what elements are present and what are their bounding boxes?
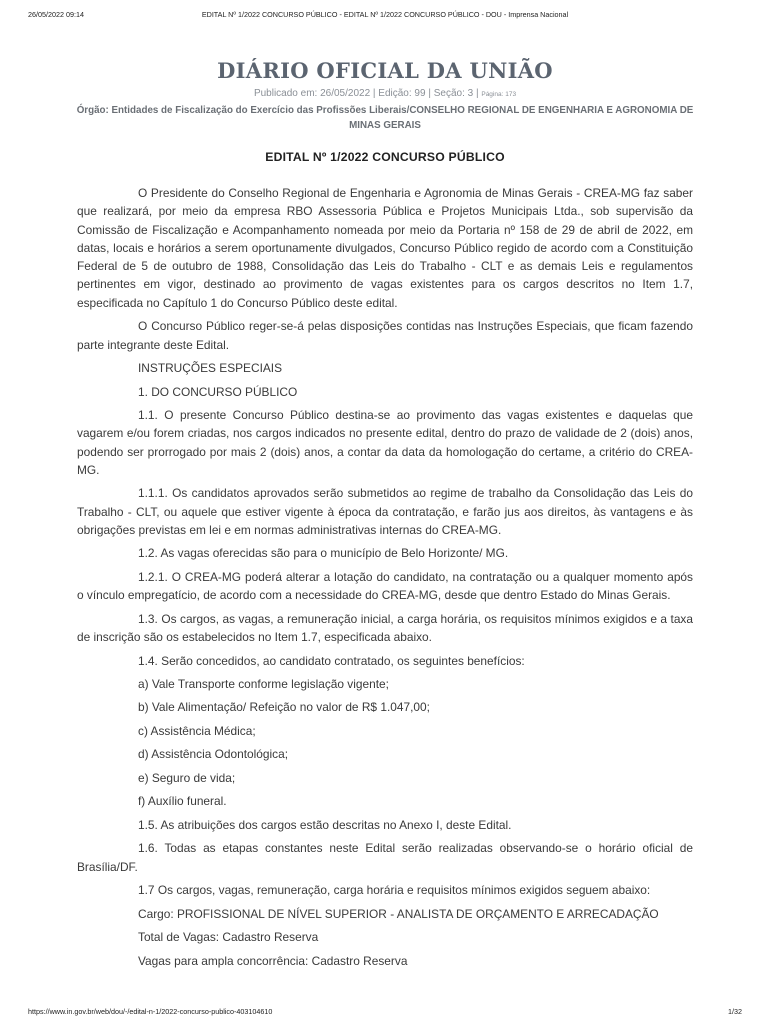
benefit-item: a) Vale Transporte conforme legislação vigente; [138, 677, 389, 691]
page-url: https://www.in.gov.br/web/dou/-/edital-n-1/2022-concurso-publico-403104610 [28, 1007, 273, 1016]
paragraph: 1.6. Todas as etapas constantes neste Edital serão realizadas observando-se o horário oficial de Brasília/DF. [77, 841, 693, 874]
edital-title: EDITAL Nº 1/2022 CONCURSO PÚBLICO [265, 150, 505, 164]
published-date: Publicado em: 26/05/2022 [253, 88, 371, 99]
masthead [0, 58, 770, 133]
newspaper-title: DIÁRIO OFICIAL DA UNIÃO [217, 58, 553, 83]
paragraph: 1.7 Os cargos, vagas, remuneração, carga horária e requisitos mínimos exigidos seguem abaixo: [138, 883, 651, 898]
benefit-item: f) Auxílio funeral. [138, 794, 227, 809]
publication-info [0, 88, 770, 99]
benefit-item: b) Vale Alimentação/ Refeição no valor de R$ 1.047,00; [138, 700, 430, 715]
paragraph: 1.1. O presente Concurso Público destina-se ao provimento das vagas existentes e daquelas que vagarem e/ou forem criadas, nos cargos indicados no presente edital, dentro do prazo de validade de 2 (dois) anos, podendo ser prorrogado por mais 2 (dois) anos, a contar da data da homologação do certame, a critério do CREA-MG. [77, 408, 693, 477]
section-heading: 1. DO CONCURSO PÚBLICO [138, 384, 298, 399]
paragraph: 1.2. As vagas oferecidas são para o município de Belo Horizonte/ MG. [138, 546, 509, 561]
open-vacancies: Vagas para ampla concorrência: Cadastro Reserva [138, 953, 408, 968]
print-doc-title: EDITAL Nº 1/2022 CONCURSO PÚBLICO - EDITAL Nº 1/2022 CONCURSO PÚBLICO - DOU - Imprensa Nacional [201, 10, 569, 19]
paragraph: O Presidente do Conselho Regional de Engenharia e Agronomia de Minas Gerais - CREA-MG faz saber que realizará, por meio da empresa RBO Assessoria Pública e Projetos Municipais Ltda., sob supervisão da Comissão de Fiscalização e Acompanhamento nomeada por meio da Portaria nº 158 de 29 de abril de 2022, em datas, locais e horários a serem oportunamente divulgados, Concurso Público regido de acordo com a Constituição Federal de 5 de outubro de 1988, Consolidação das Leis do Trabalho - CLT e as demais Leis e regulamentos pertinentes em vigor, destinado ao provimento de vagas existentes para os cargos descritos no Item 1.7, especificada no Capítulo 1 do Concurso Público deste edital. [77, 186, 693, 310]
paragraph: 1.4. Serão concedidos, ao candidato contratado, os seguintes benefícios: [138, 653, 525, 668]
page-count: 1/32 [728, 1007, 742, 1016]
job-title: Cargo: PROFISSIONAL DE NÍVEL SUPERIOR - ANALISTA DE ORÇAMENTO E ARRECADAÇÃO [138, 906, 659, 921]
benefit-item: c) Assistência Médica; [138, 723, 256, 738]
benefit-item: d) Assistência Odontológica; [138, 747, 289, 762]
paragraph: 1.5. As atribuições dos cargos estão descritas no Anexo I, deste Edital. [138, 817, 512, 832]
document-body [77, 184, 693, 975]
print-datetime: 26/05/2022 09:14 [28, 10, 84, 19]
page-number: Página: 173 [481, 91, 517, 98]
paragraph: 1.1.1. Os candidatos aprovados serão submetidos ao regime de trabalho da Consolidação das Leis do Trabalho - CLT, ou aquele que estiver vigente à época da contratação, e farão jus aos direitos, às vantagens e às obrigações previstas em lei e em normas administrativas internas do CREA-MG. [77, 486, 693, 537]
paragraph: 1.3. Os cargos, as vagas, a remuneração inicial, a carga horária, os requisitos mínimos exigidos e a taxa de inscrição são os estabelecidos no Item 1.7, especificada abaixo. [77, 611, 693, 645]
section: Seção: 3 [433, 88, 474, 99]
benefit-item: e) Seguro de vida; [138, 770, 236, 785]
issuing-organ: Órgão: Entidades de Fiscalização do Exercício das Profissões Liberais/CONSELHO REGIONAL DE ENGENHARIA E AGRONOMIA DE MINAS GERAIS [76, 105, 694, 131]
separator: | [370, 88, 379, 99]
paragraph: O Concurso Público reger-se-á pelas disposições contidas nas Instruções Especiais, que ficam fazendo parte integrante deste Edital. [77, 319, 693, 352]
separator: | [425, 88, 434, 99]
section-heading: INSTRUÇÕES ESPECIAIS [138, 361, 283, 376]
paragraph: 1.2.1. O CREA-MG poderá alterar a lotação do candidato, na contratação ou a qualquer momento após o vínculo empregatício, de acordo com a necessidade do CREA-MG, desde que dentro Estado do Minas Gerais. [77, 569, 693, 603]
total-vacancies: Total de Vagas: Cadastro Reserva [138, 930, 319, 945]
page-separator: | [473, 88, 482, 99]
edition: Edição: 99 [378, 88, 426, 99]
